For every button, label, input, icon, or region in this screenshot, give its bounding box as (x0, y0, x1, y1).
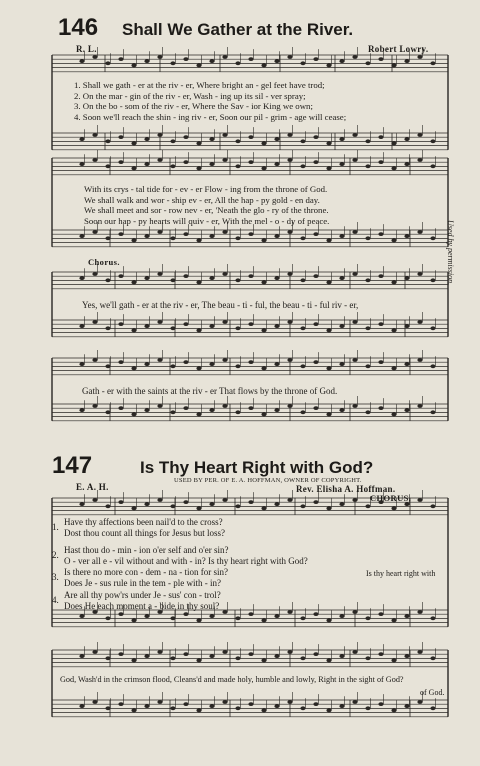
copyright-note: USED BY PER. OF E. A. HOFFMAN, OWNER OF COPYRIGHT. (174, 477, 362, 484)
hymn-title: Is Thy Heart Right with God? (140, 458, 374, 477)
verse-1-lyrics: Have thy affections been nail'd to the cross? Dost thou count all things for Jesus but loss? (64, 517, 225, 538)
refrain-lyrics: God, Wash'd in the crimson flood, Cleans'd and made holy, humble and lowly, Right in the sight of God? (60, 675, 404, 684)
author-initials: R. L. (76, 44, 97, 54)
permission-note: Used by permission. (446, 220, 455, 286)
chorus-lyrics-2: Gath - er with the saints at the riv - er That flows by the throne of God. (82, 386, 338, 396)
verse-number: 1. (52, 522, 59, 532)
chorus-lyrics-1: Yes, we'll gath - er at the riv - er, The beau - ti - ful, the beau - ti - ful riv - er, (82, 300, 359, 310)
verse-4-lyrics: Are all thy pow'rs under Je - sus' con - trol? Does He each moment a - bide in thy soul? (64, 590, 221, 611)
composer-name: Robert Lowry. (368, 44, 429, 54)
verse-lyrics-line1: 1. Shall we gath - er at the riv - er, Where bright an - gel feet have trod; 2. On the mar - gin of the riv - er, Wash - ing up its sil - ver spray; 3. On the bo - som of the riv - er, Where the Sav - ior King we own; 4. Soon we'll reach the shin - ing riv - er, Soon our pil - grim - age will cease; (74, 80, 347, 122)
verse-lyrics-line2: With its crys - tal tide for - ev - er Flow - ing from the throne of God. We shall walk and wor - ship ev - er, All the hap - py gold - en day. We shall meet and sor - row nev - er, 'Neath the glo - ry of the throne. Soon our hap - py hearts will quiv - er, With the mel - o - dy of peace. (84, 184, 330, 226)
refrain-lead: Is thy heart right with (366, 569, 436, 578)
verse-number: 2. (52, 550, 59, 560)
refrain-end: of God. (420, 688, 445, 697)
hymn-number: 146 (58, 14, 99, 41)
chorus-label: CHORUS. (370, 493, 412, 503)
verse-number: 3. (52, 572, 59, 582)
verse-2-lyrics: Hast thou do - min - ion o'er self and o'er sin? O - ver all e - vil without and with - in? Is thy heart right with God? (64, 545, 308, 566)
author-initials: E. A. H. (76, 482, 109, 492)
verse-number: 4. (52, 595, 59, 605)
chorus-label: Chorus. (88, 257, 120, 267)
hymn-number: 147 (52, 452, 93, 479)
hymn-title: Shall We Gather at the River. (122, 20, 354, 39)
composer-name: Rev. Elisha A. Hoffman. (296, 484, 396, 494)
verse-3-lyrics: Is there no more con - dem - na - tion for sin? Does Je - sus rule in the tem - ple with - in? (64, 567, 228, 588)
